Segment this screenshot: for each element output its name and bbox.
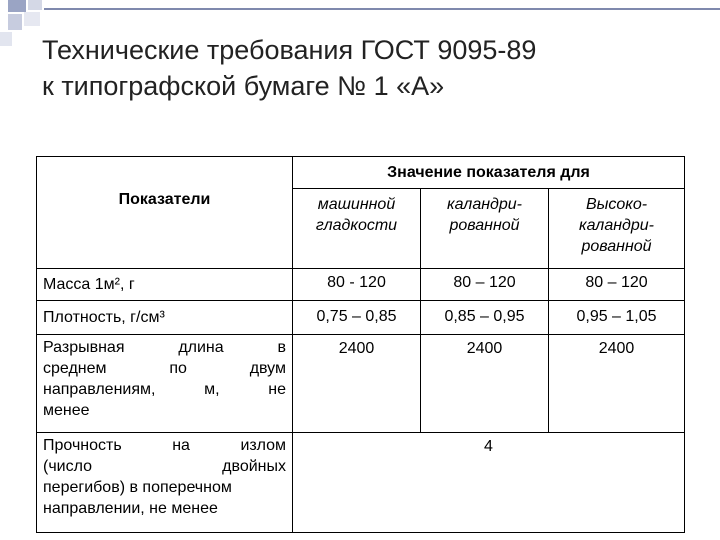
table-row [37,269,685,301]
decor-square [24,12,40,26]
row-value: 80 – 120 [421,269,549,301]
header-col-supercalendered: Высоко- каландри- рованной [549,189,685,269]
table-row [37,335,685,433]
top-rule [44,8,720,10]
row-value: 4 [293,433,685,533]
row-value: 0,75 – 0,85 [293,301,421,335]
slide-title [42,32,702,104]
decor-square [0,32,12,46]
header-indicators: Показатели [37,157,293,269]
decor-square [8,14,22,30]
row-label: Разрывная длина в среднем по двум направлениям, м, не менее [37,335,293,433]
decor-square [28,0,42,10]
row-value: 2400 [293,335,421,433]
row-label: Прочность на излом (число двойных перегибов) в поперечном направлении, не менее [37,433,293,533]
decor-square [8,0,26,12]
table-row [37,433,685,533]
row-label: Масса 1м², г [37,269,293,301]
title-line-2: к типографской бумаге № 1 «А» [42,71,445,101]
row-value: 0,95 – 1,05 [549,301,685,335]
row-value: 2400 [549,335,685,433]
requirements-table-container [36,156,684,536]
row-value: 80 – 120 [549,269,685,301]
header-value-group: Значение показателя для [293,157,685,189]
title-line-1: Технические требования ГОСТ 9095-89 [42,35,537,65]
row-value: 80 - 120 [293,269,421,301]
row-value: 2400 [421,335,549,433]
table-row [37,301,685,335]
header-col-machine-smooth: машинной гладкости [293,189,421,269]
header-col-calendered: каландри- рованной [421,189,549,269]
row-label: Плотность, г/см³ [37,301,293,335]
requirements-table [36,156,685,533]
row-value: 0,85 – 0,95 [421,301,549,335]
